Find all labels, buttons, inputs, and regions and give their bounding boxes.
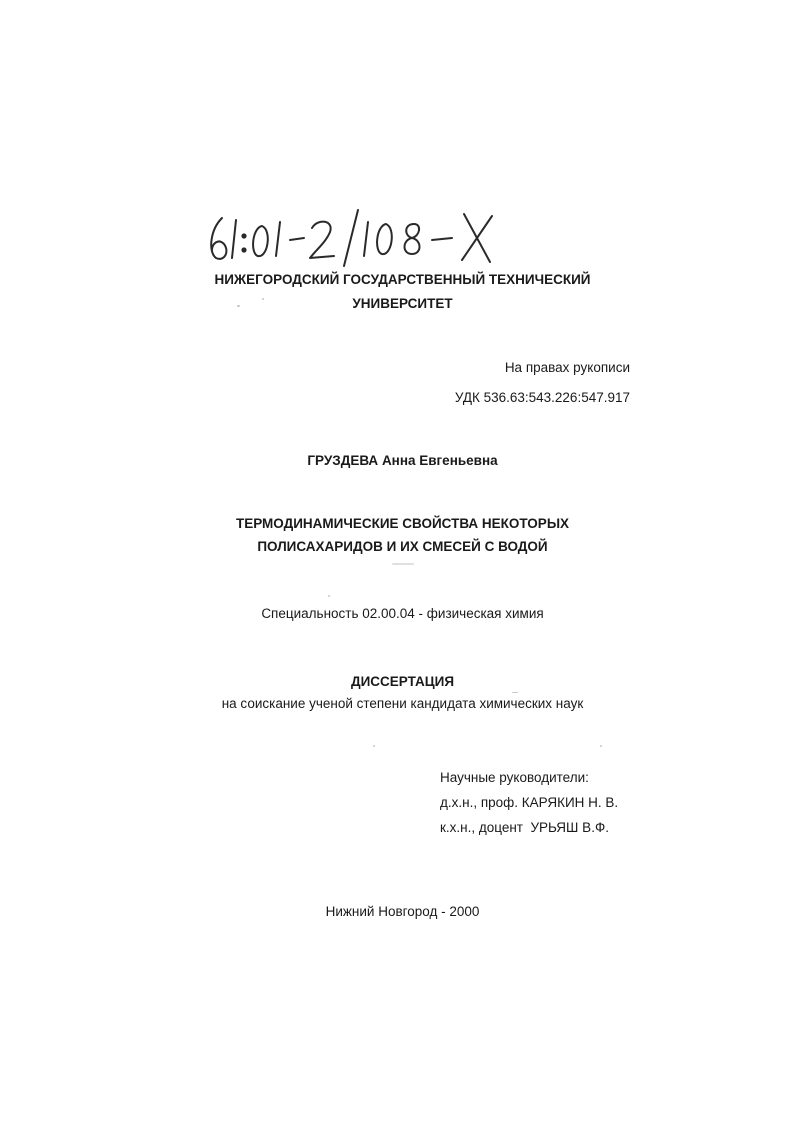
supervisor-1: д.х.н., проф. КАРЯКИН Н. В. [440,795,619,810]
title-line-1: ТЕРМОДИНАМИЧЕСКИЕ СВОЙСТВА НЕКОТОРЫХ [235,516,570,531]
manuscript-rights-note: На правах рукописи [504,360,630,375]
city-and-year: Нижний Новгород - 2000 [325,904,480,919]
scan-speck [328,595,330,597]
scan-speck [373,745,375,747]
scan-speck [392,563,414,565]
scan-speck [262,298,264,300]
university-line-2: УНИВЕРСИТЕТ [352,296,453,311]
dissertation-label: ДИССЕРТАЦИЯ [350,674,455,689]
scan-speck [600,745,602,747]
udk-code: УДК 536.63:543.226:547.917 [454,390,630,405]
author-given-names: Анна Евгеньевна [381,453,498,468]
author-name [150,453,655,468]
scan-speck [512,692,518,693]
handwritten-archive-mark [200,200,520,270]
dissertation-title [150,512,655,558]
university-line-1: НИЖЕГОРОДСКИЙ ГОСУДАРСТВЕННЫЙ ТЕХНИЧЕСКИЙ [214,272,591,287]
scan-speck [237,305,240,307]
author-surname: ГРУЗДЕВА [307,453,379,468]
university-name [150,268,655,316]
specialty: Специальность 02.00.04 - физическая химия [261,606,544,621]
title-line-2: ПОЛИСАХАРИДОВ И ИХ СМЕСЕЙ С ВОДОЙ [257,539,548,554]
supervisor-2: к.х.н., доцент УРЬЯШ В.Ф. [440,820,609,835]
supervisors-heading: Научные руководители: [440,770,589,785]
supervisors-block [440,765,618,840]
dissertation-subtitle: на соискание ученой степени кандидата химических наук [221,696,584,711]
